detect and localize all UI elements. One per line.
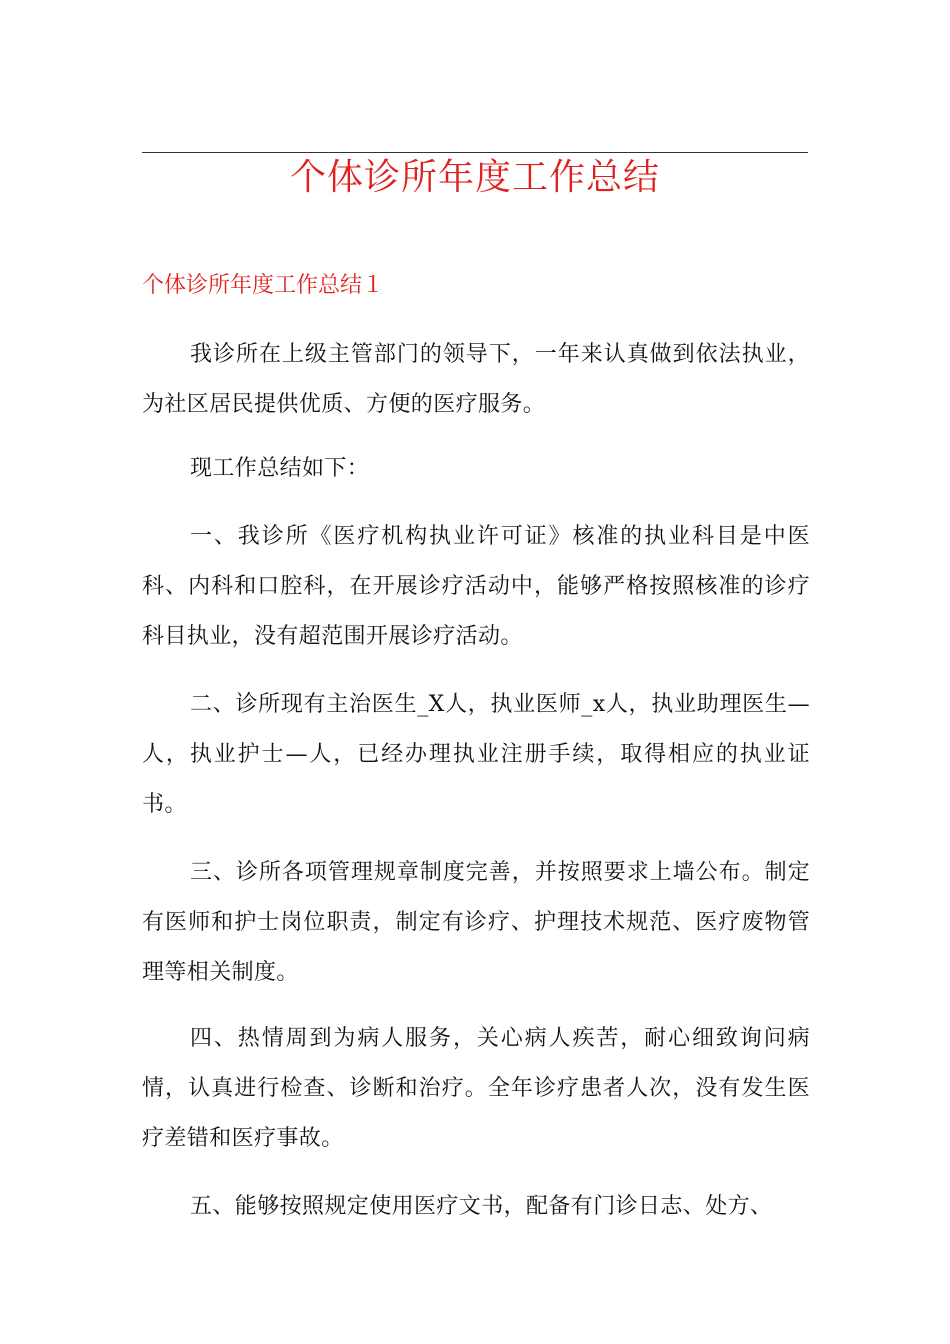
document-title: 个体诊所年度工作总结 <box>289 157 660 198</box>
paragraph-item-1: 一、我诊所《医疗机构执业许可证》核准的执业科目是中医科、内科和口腔科，在开展诊疗活动中，能够严格按照核准的诊疗科目执业，没有超范围开展诊疗活动。 <box>142 524 810 649</box>
paragraph-item-4: 四、热情周到为病人服务，关心病人疾苦，耐心细致询问病情，认真进行检查、诊断和治疗。全年诊疗患者人次，没有发生医疗差错和医疗事故。 <box>142 1026 810 1151</box>
paragraph-item-5: 五、能够按照规定使用医疗文书，配备有门诊日志、处方、 <box>190 1194 773 1219</box>
paragraph-intro: 我诊所在上级主管部门的领导下，一年来认真做到依法执业，为社区居民提供优质、方便的医疗服务。 <box>142 342 810 417</box>
paragraph-item-3: 三、诊所各项管理规章制度完善，并按照要求上墙公布。制定有医师和护士岗位职责，制定有诊疗、护理技术规范、医疗废物管理等相关制度。 <box>142 860 810 985</box>
section-heading: 个体诊所年度工作总结１ <box>142 273 385 298</box>
paragraph-item-2: 二、诊所现有主治医生_X人，执业医师_x人，执业助理医生—人，执业护士—人，已经办理执业注册手续，取得相应的执业证书。 <box>142 692 810 817</box>
paragraph-summary-lead: 现工作总结如下： <box>190 456 370 481</box>
